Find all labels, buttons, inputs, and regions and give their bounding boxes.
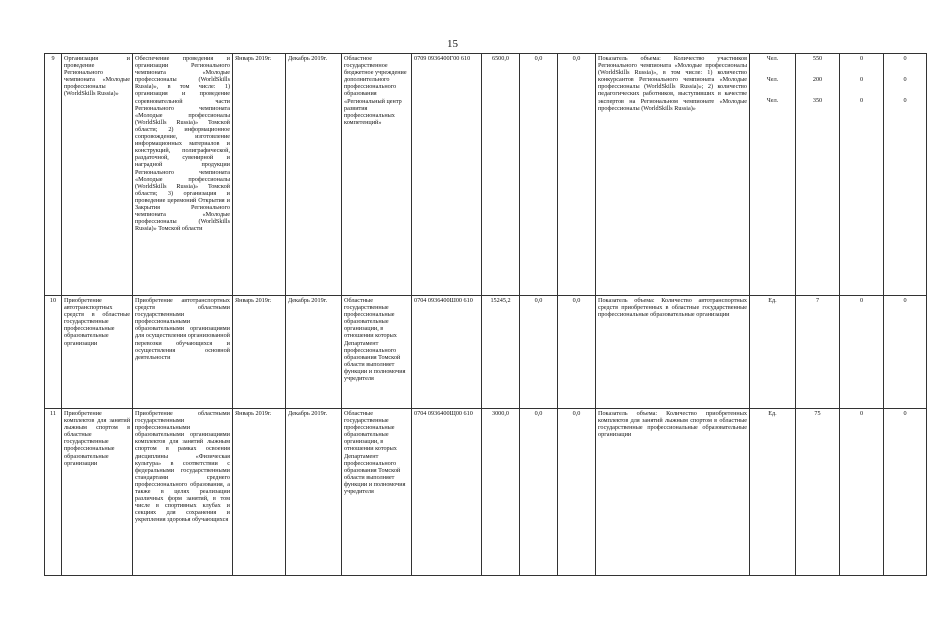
- value: 0: [903, 97, 907, 105]
- end-date: Декабрь 2019г.: [286, 409, 342, 576]
- activity-name: Организация и проведение Регионального чемпионата «Молодые профессионалы (WorldSkills Russia)»: [62, 54, 133, 296]
- budget-code: 0704 0936400Щ00 610: [412, 409, 482, 576]
- value2-cell: [840, 54, 884, 296]
- unit: Чел.: [766, 76, 779, 84]
- page-number: 15: [447, 38, 458, 50]
- start-date: Январь 2019г.: [233, 54, 286, 296]
- executor: Областное государственное бюджетное учреждение дополнительного профессионального образования «Региональный центр развития профессиональных компетенций»: [342, 54, 412, 296]
- unit: Чел.: [766, 97, 779, 105]
- activity-name: Приобретение комплектов для занятий лыжным спортом в областные государственные профессиональные образовательные организации: [62, 409, 133, 576]
- start-date: Январь 2019г.: [233, 409, 286, 576]
- indicator: Показатель объема: Количество приобретенных комплектов для занятий лыжным спортом в областные государственные профессиональные образовательные организации: [596, 409, 750, 576]
- amount-year3: 0,0: [558, 409, 596, 576]
- value: 350: [812, 97, 823, 105]
- budget-code: 0709 0936400Г00 610: [412, 54, 482, 296]
- value: 0: [840, 296, 884, 409]
- row-number: 11: [45, 409, 62, 576]
- unit: Чел.: [766, 55, 779, 62]
- amount-year3: 0,0: [558, 296, 596, 409]
- executor: Областные государственные профессиональные образовательные организации, в отношении которых Департамент профессионального образования Томской области выполняет функции и полномочия учредителя: [342, 409, 412, 576]
- activity-content: Приобретение автотранспортных средств областными государственными профессиональными образовательными организациями для осуществления организованной перевозки обучающихся и осуществления основной деятельности: [133, 296, 233, 409]
- value: 200: [812, 76, 823, 84]
- value3-cell: [884, 54, 927, 296]
- value: 0: [859, 55, 864, 62]
- amount-year3: 0,0: [558, 54, 596, 296]
- amount-year2: 0,0: [520, 296, 558, 409]
- value: 0: [903, 55, 907, 62]
- value: 0: [884, 409, 927, 576]
- value: 0: [840, 409, 884, 576]
- indicator: Показатель объема: Количество автотранспортных средств приобретенных в областные государственные профессиональные образовательные организации: [596, 296, 750, 409]
- unit: Ед.: [750, 409, 796, 576]
- table-row: [45, 54, 927, 296]
- value: 75: [796, 409, 840, 576]
- value: 550: [812, 55, 823, 62]
- amount-year1: 6500,0: [482, 54, 520, 296]
- unit: Ед.: [750, 296, 796, 409]
- activity-name: Приобретение автотранспортных средств в областные государственные профессиональные образовательные организации: [62, 296, 133, 409]
- amount-year2: 0,0: [520, 409, 558, 576]
- value: 0: [903, 76, 907, 84]
- start-date: Январь 2019г.: [233, 296, 286, 409]
- row-number: 9: [45, 54, 62, 296]
- executor: Областные государственные профессиональные образовательные организации, в отношении которых Департамент профессионального образования Томской области выполняет функции и полномочия учредителя: [342, 296, 412, 409]
- value: 0: [859, 76, 864, 84]
- table-row: [45, 296, 927, 409]
- value: 7: [796, 296, 840, 409]
- amount-year2: 0,0: [520, 54, 558, 296]
- budget-code: 0704 0936400Ш00 610: [412, 296, 482, 409]
- amount-year1: 3000,0: [482, 409, 520, 576]
- table-row: [45, 409, 927, 576]
- amount-year1: 15245,2: [482, 296, 520, 409]
- activity-content: Обеспечение проведения и организации Регионального чемпионата «Молодые профессионалы (WorldSkills Russia)», в том числе: 1) организация и проведение соревновательной части Регионального чемпионата «Молодые профессионалы (WorldSkills Russia)» Томской области; 2) информационное сопровождение, изготовление информационных материалов и конструкций, полиграфической, раздаточной, сувенирной и наградной продукции Регионального чемпионата «Молодые профессионалы (WorldSkills Russia)» Томской области; 3) организация и проведение церемоний Открытия и Закрытия Регионального чемпионата «Молодые профессионалы (WorldSkills Russia)» Томской области: [133, 54, 233, 296]
- value: 0: [884, 296, 927, 409]
- indicator: Показатель объема: Количество участников Регионального чемпионата «Молодые профессионалы (WorldSkills Russia)», в том числе: 1) количество конкурсантов Регионального чемпионата «Молодые профессионалы (WorldSkills Russia)»; 2) количество педагогических работников, выступивших в качестве экспертов на Региональном чемпионате «Молодые профессионалы (WorldSkills Russia)»: [596, 54, 750, 296]
- value1-cell: [796, 54, 840, 296]
- end-date: Декабрь 2019г.: [286, 296, 342, 409]
- end-date: Декабрь 2019г.: [286, 54, 342, 296]
- unit-cell: [750, 54, 796, 296]
- activity-content: Приобретение областными государственными профессиональными образовательными организациями комплектов для занятий лыжным спортом в рамках освоения дисциплины «Физическая культура» в соответствии с федеральными государственными стандартами среднего профессионального образования, а также в целях реализации различных форм занятий, в том числе в спортивных клубах и секциях для сохранения и укрепления здоровья обучающихся: [133, 409, 233, 576]
- row-number: 10: [45, 296, 62, 409]
- value: 0: [859, 97, 864, 105]
- activities-table: [44, 53, 927, 576]
